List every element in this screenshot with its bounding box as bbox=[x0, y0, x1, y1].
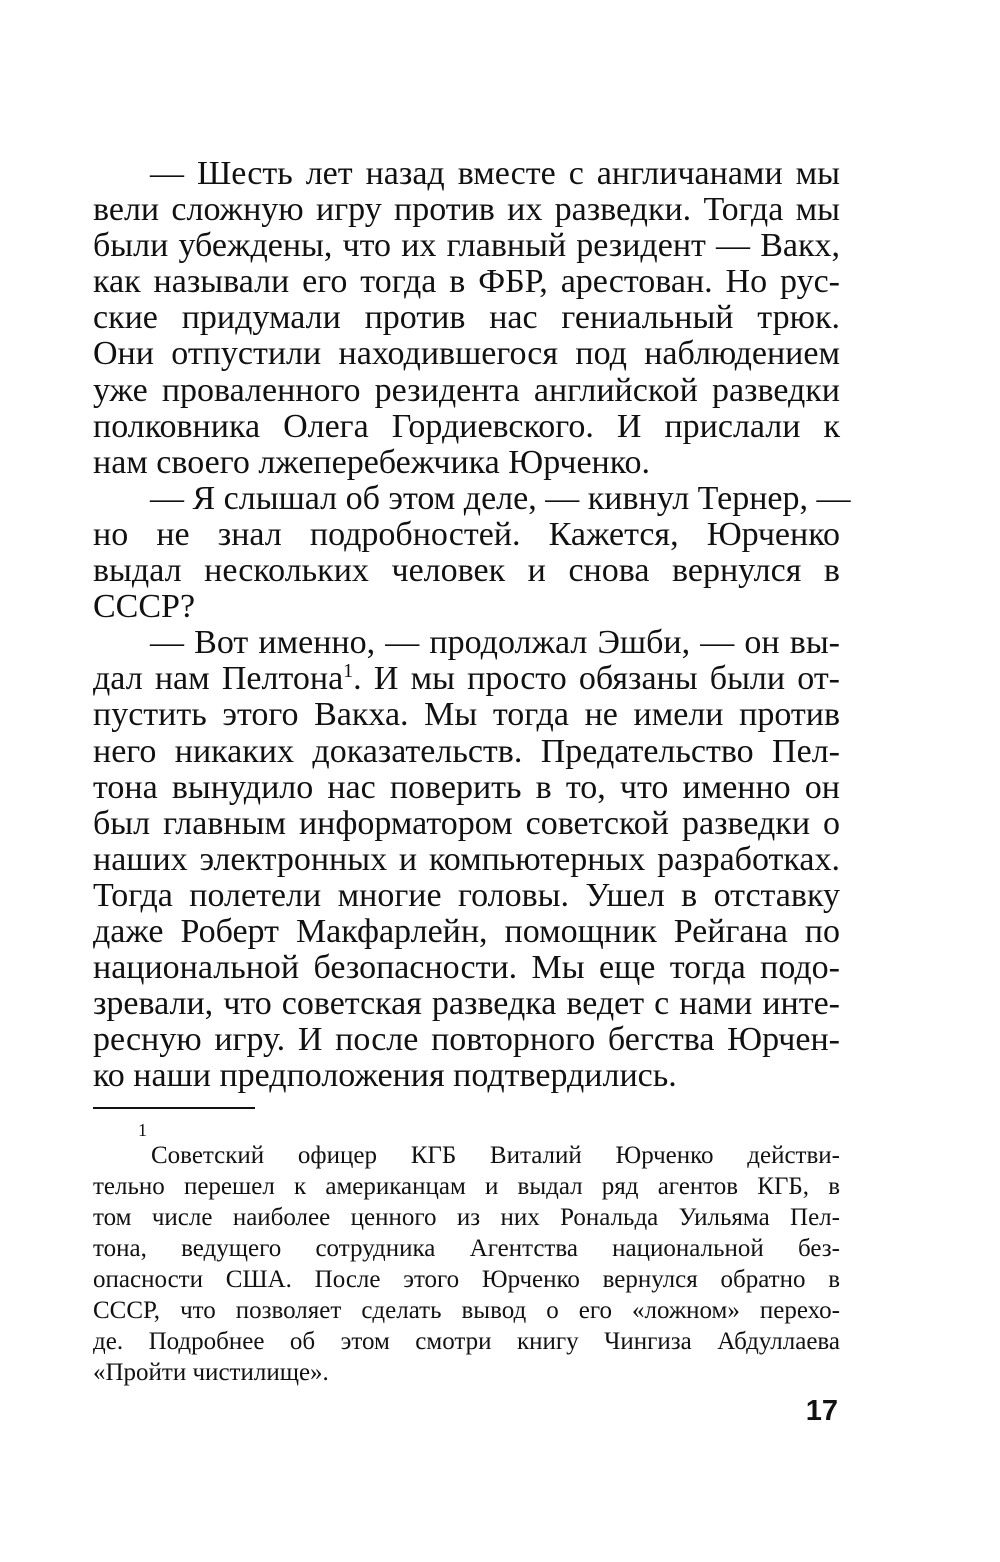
text-line: как называли его тогда в ФБР, арестован. Но рус- bbox=[93, 263, 840, 301]
text-line: наших электронных и компьютерных разработках. bbox=[93, 840, 840, 878]
text-line: ко наши предположения подтвердились. bbox=[93, 1057, 677, 1095]
footnote-line: Советский офицер КГБ Виталий Юрченко действи- bbox=[151, 1142, 840, 1169]
text-line: Тогда полетели многие головы. Ушел в отставку bbox=[93, 876, 840, 914]
footnote-line: опасности США. После этого Юрченко вернулся обратно в bbox=[93, 1266, 840, 1293]
footnote-line: СССР, что позволяет сделать вывод о его «ложном» перехо- bbox=[93, 1297, 840, 1324]
text-line: национальной безопасности. Мы еще тогда подо- bbox=[93, 949, 840, 987]
text-line: был главным информатором советской разведки о bbox=[93, 804, 840, 842]
footnote-line: тельно перешел к американцам и выдал ряд агентов КГБ, в bbox=[93, 1173, 840, 1200]
text-segment: дал нам Пелтона bbox=[93, 660, 344, 698]
text-line: выдал нескольких человек и снова вернулся в bbox=[93, 552, 840, 590]
text-line-with-footnote bbox=[93, 661, 840, 697]
footnote-line: тона, ведущего сотрудника Агентства национальной без- bbox=[93, 1235, 840, 1262]
text-line: ресную игру. И после повторного бегства Юрчен- bbox=[93, 1021, 840, 1059]
text-line: ские придумали против нас гениальный трюк. bbox=[93, 299, 840, 337]
footnote-reference: 1 bbox=[343, 660, 354, 683]
text-line: но не знал подробностей. Кажется, Юрченко bbox=[93, 515, 840, 553]
text-line: были убеждены, что их главный резидент — Вакх, bbox=[93, 227, 840, 265]
text-line: пустить этого Вакха. Мы тогда не имели против bbox=[93, 696, 840, 734]
main-text bbox=[93, 155, 851, 1095]
text-line: даже Роберт Макфарлейн, помощник Рейгана по bbox=[93, 912, 840, 950]
text-line: нам своего лжеперебежчика Юрченко. bbox=[93, 443, 651, 481]
footnote-divider bbox=[93, 1107, 255, 1109]
text-segment: . И мы просто обязаны были от- bbox=[353, 660, 840, 698]
footnote bbox=[93, 1120, 840, 1388]
text-line: СССР? bbox=[93, 588, 196, 626]
text-line: зревали, что советская разведка ведет с нами инте- bbox=[93, 985, 840, 1023]
footnote-marker: 1 bbox=[138, 1120, 147, 1140]
text-line: — Шесть лет назад вместе с англичанами мы bbox=[150, 155, 840, 192]
text-line: Они отпустили находившегося под наблюдением bbox=[93, 335, 840, 373]
text-line: него никаких доказательств. Предательство Пел- bbox=[93, 732, 840, 770]
text-line: полковника Олега Гордиевского. И прислали к bbox=[93, 407, 840, 445]
text-line: вели сложную игру против их разведки. Тогда мы bbox=[93, 191, 840, 229]
text-line: — Я слышал об этом деле, — кивнул Тернер, — bbox=[150, 479, 851, 517]
footnote-line: де. Подробнее об этом смотри книгу Чингиза Абдуллаева bbox=[93, 1328, 840, 1355]
text-line: тона вынудило нас поверить в то, что именно он bbox=[93, 768, 840, 806]
text-line: — Вот именно, — продолжал Эшби, — он вы- bbox=[150, 624, 840, 662]
footnote-line: «Пройти чистилище». bbox=[93, 1359, 329, 1386]
page-number: 17 bbox=[805, 1395, 838, 1427]
footnote-line: том числе наиболее ценного из них Рональда Уильяма Пел- bbox=[93, 1204, 840, 1231]
text-line: уже проваленного резидента английской разведки bbox=[93, 371, 840, 409]
